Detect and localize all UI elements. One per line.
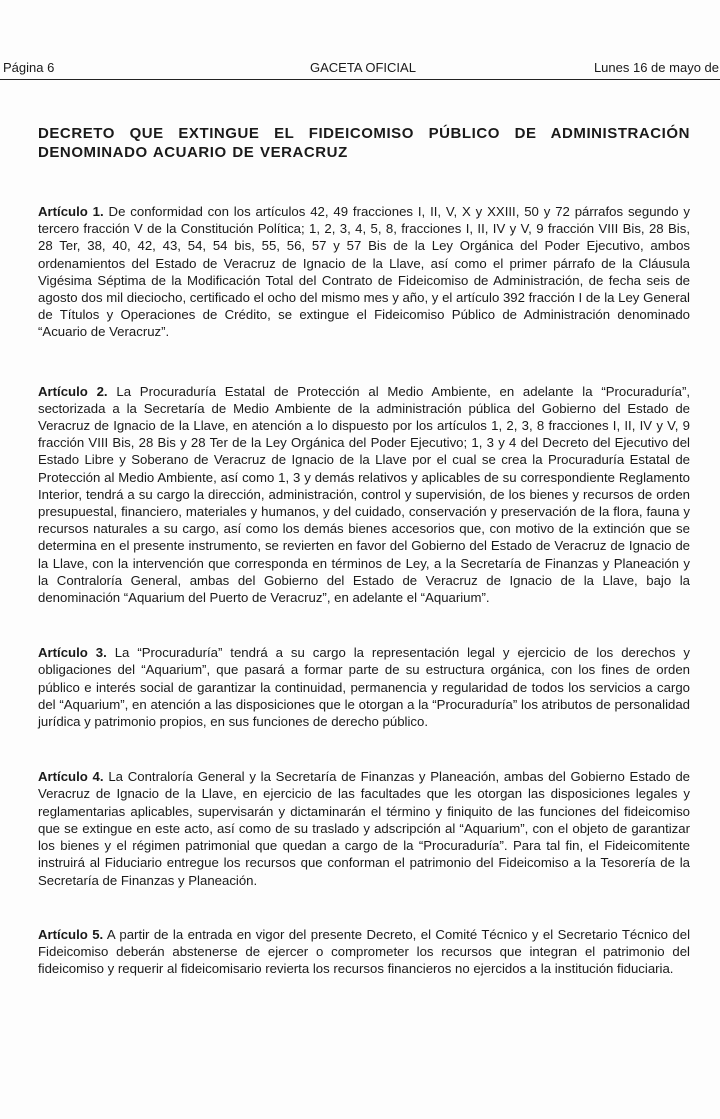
article-label: Artículo 2. bbox=[38, 383, 108, 399]
page-number: Página 6 bbox=[3, 60, 55, 75]
article-text: A partir de la entrada en vigor del presente Decreto, el Comité Técnico y el Secretario Técnico del Fideicomiso deberán abstenerse de ejercer o comprometer los recursos que integran el patrimonio del fideicomiso y requerir al fideicomisario revierta los recursos financieros no ejercidos a la institución fiduciaria. bbox=[38, 926, 691, 977]
article-1 bbox=[38, 203, 690, 341]
issue-date: Lunes 16 de mayo de bbox=[593, 60, 719, 75]
article-2 bbox=[38, 383, 690, 607]
article-label: Artículo 3. bbox=[38, 645, 107, 661]
article-label: Artículo 1. bbox=[38, 204, 104, 219]
article-5 bbox=[38, 926, 690, 978]
article-4 bbox=[38, 768, 690, 888]
article-text: La Procuraduría Estatal de Protección al Medio Ambiente, en adelante la “Procuraduría”, sectorizada a la Secretaría de Medio Ambiente de la administración pública del Gobierno del Estado de Veracruz de Ignacio de la Llave, en atención a lo dispuesto por los artículos 1, 2, 3, 8 fracciones I, II, IV y V, 9 fracción VIII Bis, 28 Bis y 28 Ter de la Ley Orgánica del Poder Ejecutivo; 1, 3 y 4 del Decreto del Ejecutivo del Estado Libre y Soberano de Veracruz de Ignacio de la Llave por el cual se crea la Procuraduría Estatal de Protección al Medio Ambiente, así como 1, 3 y demás relativos y aplicables de su correspondiente Reglamento Interior, tendrá a su cargo la dirección, administración, control y supervisión, de los bienes y recursos de orden presupuestal, financiero, materiales y humanos, y del cuidado, conservación y preservación de la flora, fauna y recursos naturales a su cargo, así como los demás bienes accesorios que, con motivo de la extinción que se determina en el presente instrumento, se revierten en favor del Gobierno del Estado de Veracruz de Ignacio de la Llave, con la intervención que corresponda en términos de Ley, a la Secretaría de Finanzas y Planeación y la Contraloría General, ambas del Gobierno del Estado de Veracruz de Ignacio de la Llave, bajo la denominación “Aquarium del Puerto de Veracruz”, en adelante el “Aquarium”. bbox=[38, 383, 690, 606]
header-divider bbox=[0, 79, 720, 80]
article-label: Artículo 5. bbox=[38, 926, 104, 942]
article-3 bbox=[38, 644, 690, 730]
article-text: La “Procuraduría” tendrá a su cargo la representación legal y ejercicio de los derechos y obligaciones del “Aquarium”, que pasará a formar parte de su estructura orgánica, con los fines de orden público e interés social de garantizar la continuidad, permanencia y regularidad de todos los servicios a cargo del “Aquarium”, en atención a las disposiciones que le otorgan a la “Procuraduría” los atributos de personalidad jurídica y patrimonio propios, en sus funciones de derecho público. bbox=[38, 645, 690, 730]
document-body bbox=[38, 124, 690, 977]
article-label: Artículo 4. bbox=[38, 769, 104, 785]
running-header bbox=[0, 58, 720, 78]
publication-name: GACETA OFICIAL bbox=[310, 60, 416, 75]
article-text: La Contraloría General y la Secretaría de Finanzas y Planeación, ambas del Gobierno Estado de Veracruz de Ignacio de la Llave, en ejercicio de las facultades que les otorgan las disposiciones legales y reglamentarias aplicables, supervisarán y dictaminarán el término y finiquito de las funciones del fideicomiso que se extingue en este acto, así como de su traslado y adscripción al “Aquarium”, con el objeto de garantizar los bienes y el régimen patrimonial que quedan a cargo de la “Procuraduría”. Para tal fin, el Fideicomitente instruirá al Fiduciario entregue los recursos que conforman el patrimonio del Fideicomiso a la Tesorería de la Secretaría de Finanzas y Planeación. bbox=[38, 769, 690, 888]
decree-title: DECRETO QUE EXTINGUE EL FIDEICOMISO PÚBLICO DE ADMINISTRACIÓN DENOMINADO ACUARIO DE VERACRUZ bbox=[38, 125, 690, 161]
article-text: De conformidad con los artículos 42, 49 fracciones I, II, V, X y XXIII, 50 y 72 párrafos segundo y tercero fracción V de la Constitución Política; 1, 2, 3, 4, 5, 8, fracciones I, II, IV y V, 9 fracción VIII Bis, 28 Bis, 28 Ter, 38, 40, 42, 43, 54, 54 bis, 55, 56, 57 y 57 Bis de la Ley Orgánica del Poder Ejecutivo, ambos ordenamientos del Estado de Veracruz de Ignacio de la Llave, así como el primer párrafo de la Cláusula Vigésima Séptima de la Modificación Total del Contrato de Fideicomiso de Administración, de fecha seis de agosto dos mil dieciocho, certificado el ocho del mismo mes y año, y el artículo 392 fracción I de la Ley General de Títulos y Operaciones de Crédito, se extingue el Fideicomiso Público de Administración denominado “Acuario de Veracruz”. bbox=[38, 204, 690, 340]
